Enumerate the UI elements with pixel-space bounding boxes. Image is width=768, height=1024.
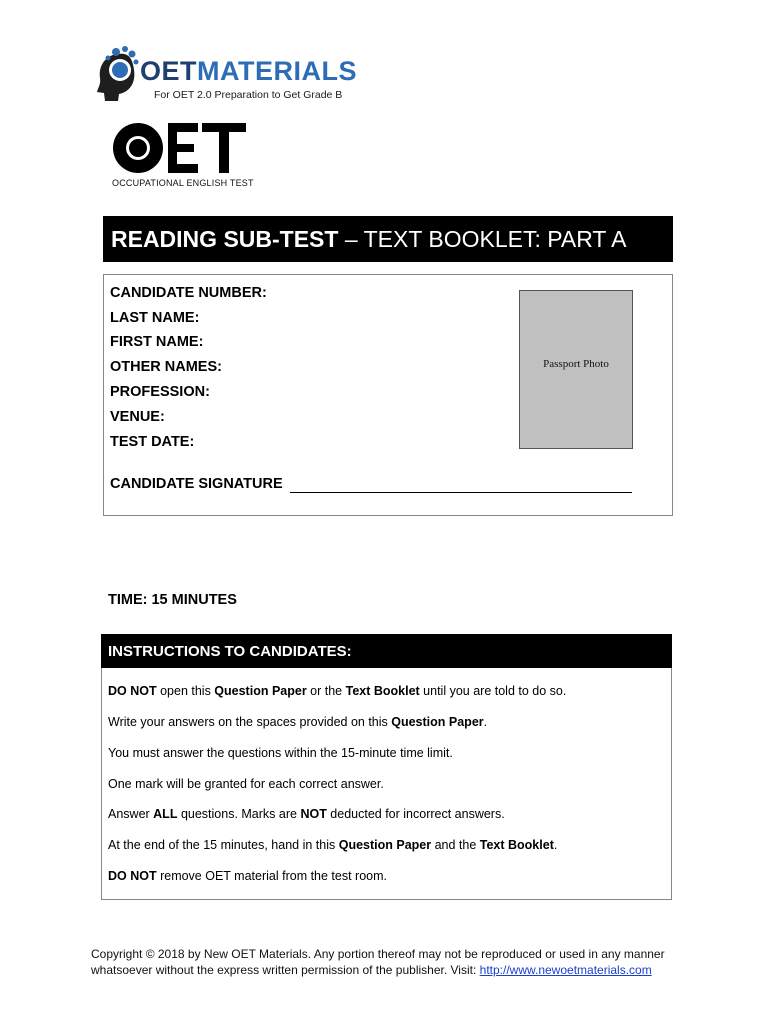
instruction-text: . <box>553 838 558 852</box>
instruction-text: and the <box>431 838 480 852</box>
instruction-emphasis: Question Paper <box>391 715 484 729</box>
instruction-line <box>108 715 487 729</box>
instruction-emphasis: NOT <box>300 807 327 821</box>
instruction-line <box>108 746 453 760</box>
instruction-emphasis: DO NOT <box>108 869 157 883</box>
instruction-text: Write your answers on the spaces provided on this <box>108 715 392 729</box>
instruction-text: until you are told to do so. <box>419 684 567 698</box>
page-title <box>103 216 673 262</box>
title-bold: READING SUB-TEST <box>111 225 339 252</box>
brand-suffix: MATERIALS <box>197 56 358 86</box>
field-profession: PROFESSION: <box>110 384 210 400</box>
instruction-text: . <box>483 715 488 729</box>
field-candidate-number: CANDIDATE NUMBER: <box>110 285 267 301</box>
instruction-emphasis: DO NOT <box>108 684 157 698</box>
brand-logo-text <box>140 56 357 87</box>
instruction-line <box>108 807 505 821</box>
instruction-text: You must answer the questions within the 15-minute time limit. <box>108 746 453 760</box>
field-other-names: OTHER NAMES: <box>110 359 222 375</box>
passport-photo-label: Passport Photo <box>543 357 609 370</box>
instruction-emphasis: Question Paper <box>338 838 432 852</box>
instruction-line <box>108 869 387 883</box>
instruction-text: One mark will be granted for each correct answer. <box>108 777 384 791</box>
instructions-box <box>101 634 672 900</box>
instructions-heading: INSTRUCTIONS TO CANDIDATES: <box>101 634 672 668</box>
brand-prefix: OET <box>140 56 198 86</box>
instruction-text: open this <box>156 684 215 698</box>
instruction-line <box>108 838 557 852</box>
field-last-name: LAST NAME: <box>110 310 200 326</box>
field-venue: VENUE: <box>110 409 165 425</box>
passport-photo-box <box>519 290 633 449</box>
copyright-text: Copyright © 2018 by New OET Materials. Any portion thereof may not be reproduced or used in any manner whatsoever without the express written permission of the publisher. Visit: <box>91 947 665 977</box>
field-first-name: FIRST NAME: <box>110 334 204 350</box>
instruction-emphasis: ALL <box>153 807 178 821</box>
instruction-text: deducted for incorrect answers. <box>326 807 505 821</box>
publisher-link[interactable]: http://www.newoetmaterials.com <box>479 963 652 977</box>
oet-subtitle: OCCUPATIONAL ENGLISH TEST <box>112 178 254 188</box>
copyright-footer <box>91 946 711 978</box>
brand-tagline: For OET 2.0 Preparation to Get Grade B <box>154 89 343 101</box>
instruction-text: At the end of the 15 minutes, hand in this <box>108 838 339 852</box>
instruction-line <box>108 684 566 698</box>
oet-logo-mark <box>112 120 246 176</box>
instruction-emphasis: Text Booklet <box>345 684 420 698</box>
instruction-text: questions. Marks are <box>177 807 301 821</box>
instruction-text: remove OET material from the test room. <box>156 869 388 883</box>
signature-line <box>290 492 632 493</box>
instruction-text: or the <box>306 684 346 698</box>
time-limit: TIME: 15 MINUTES <box>108 592 237 608</box>
title-rest: – TEXT BOOKLET: PART A <box>338 225 627 252</box>
signature-label: CANDIDATE SIGNATURE <box>110 476 283 492</box>
instruction-emphasis: Text Booklet <box>479 838 554 852</box>
instruction-emphasis: Question Paper <box>214 684 307 698</box>
instruction-line <box>108 777 384 791</box>
instruction-text: Answer <box>108 807 154 821</box>
field-test-date: TEST DATE: <box>110 434 195 450</box>
